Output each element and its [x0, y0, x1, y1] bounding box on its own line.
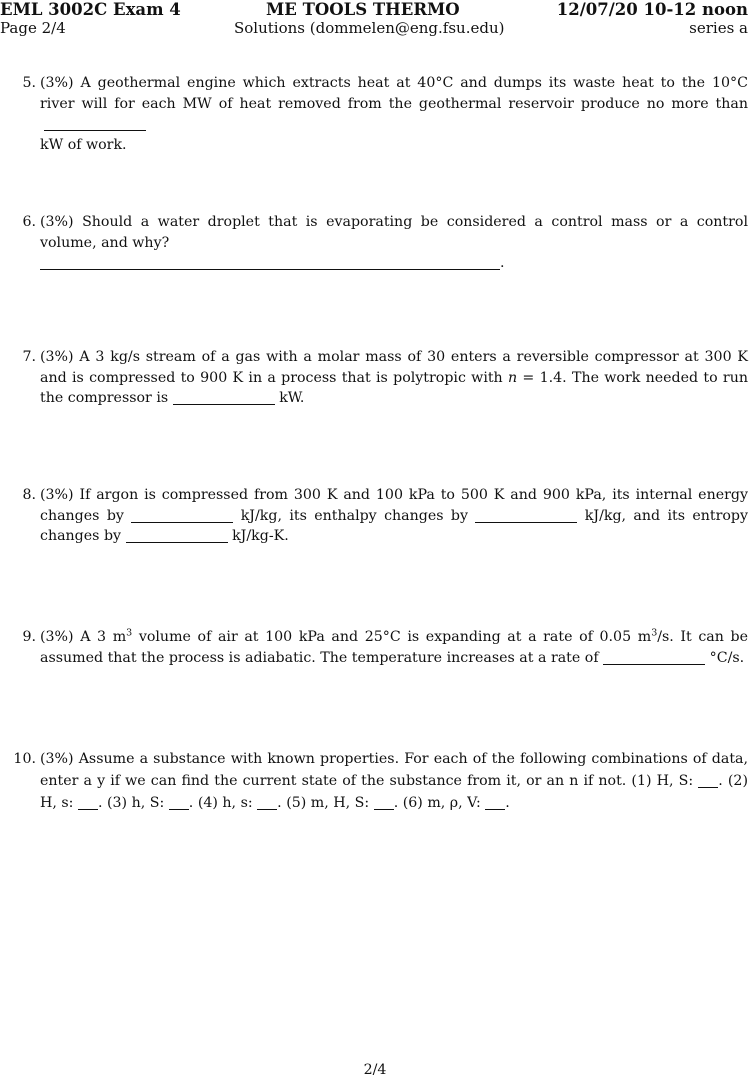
combo-blank[interactable]	[698, 773, 718, 788]
question-text: /s. It can be assumed that the process is adiabatic. The temperature increases at a rate of	[40, 629, 748, 666]
question-9	[22, 627, 748, 668]
superscript: 3	[651, 627, 658, 639]
unit-label: kJ/kg-K.	[232, 528, 289, 544]
superscript: 3	[126, 627, 133, 639]
subject-title: ME TOOLS THERMO	[266, 0, 460, 19]
question-number: 5.	[22, 75, 36, 91]
question-text: kJ/kg, and its entropy changes by	[40, 507, 749, 544]
entropy-blank[interactable]	[126, 528, 228, 543]
polytropic-variable: n	[508, 369, 518, 386]
question-number: 6.	[22, 214, 36, 230]
answer-blank[interactable]	[44, 116, 146, 131]
polytropic-value: = 1.4.	[517, 369, 567, 386]
question-10: 10. (3%) Assume a substance with known properties. For each of the following combinations of data, enter a y if we can find the current state of the substance from it, or an n if not. (1) H, S: . (2) H, s: . (3) h, S: . (4) h, s: . (5) m, H, S: . (6) m, ρ, V: .	[40, 748, 748, 814]
answer-blank[interactable]	[603, 649, 705, 664]
combo-blank[interactable]	[169, 795, 189, 810]
answer-blank[interactable]	[40, 255, 500, 270]
question-number: 8.	[22, 487, 36, 503]
question-5	[22, 73, 748, 155]
question-8	[22, 485, 749, 547]
answer-blank[interactable]	[173, 390, 275, 405]
question-text: (3%) A 3 m	[40, 629, 127, 645]
question-number: 9.	[22, 629, 36, 645]
question-text: (3%) A geothermal engine which extracts heat at 40°C and dumps its waste heat to the 10°C river will for each MW of heat removed from the geothermal reservoir produce no more than	[40, 75, 748, 112]
exam-date: 12/07/20 10-12 noon	[556, 0, 748, 19]
combo-item: (1) H, S:	[631, 773, 694, 789]
combo-item: (6) m, ρ, V:	[402, 795, 481, 811]
question-7	[22, 347, 748, 409]
page-label: Page 2/4	[0, 19, 66, 37]
unit-label: °C/s.	[709, 649, 745, 666]
question-text: (3%) A 3 kg/s stream of a gas with a molar mass of 30 enters a reversible compressor at 300 K and is compressed to 900 K in a process that is polytropic with	[40, 349, 748, 386]
question-text: kW of work.	[40, 136, 127, 153]
series-label: series a	[689, 19, 748, 37]
header-row-2	[0, 19, 750, 39]
combo-item: (2) H, s:	[40, 773, 748, 811]
question-text: (3%) Should a water droplet that is evaporating be considered a control mass or a control volume, and why?	[40, 214, 748, 251]
question-number: 7.	[22, 349, 36, 365]
question-6: 6. (3%) Should a water droplet that is evaporating be considered a control mass or a control volume, and why? .	[40, 212, 748, 274]
internal-energy-blank[interactable]	[131, 507, 233, 522]
combo-blank[interactable]	[78, 795, 98, 810]
question-text: volume of air at 100 kPa and 25°C is expanding at a rate of 0.05 m	[132, 629, 652, 645]
combo-item: (3) h, S:	[107, 795, 165, 811]
enthalpy-blank[interactable]	[475, 507, 577, 522]
header-row-1	[0, 0, 750, 20]
solutions-label: Solutions (dommelen@eng.fsu.edu)	[234, 19, 505, 37]
combo-item: (5) m, H, S:	[286, 795, 370, 811]
combo-blank[interactable]	[374, 795, 394, 810]
question-text: (3%) Assume a substance with known properties. For each of the following combinations of data, enter a y if we can find the current state of the substance from it, or an n if not.	[40, 751, 748, 789]
page-footer: 2/4	[363, 1062, 387, 1078]
combo-blank[interactable]	[485, 795, 505, 810]
combo-item: (4) h, s:	[197, 795, 253, 811]
question-text: The work needed to run the compressor is	[40, 369, 748, 406]
question-text: kJ/kg, its enthalpy changes by	[240, 507, 468, 524]
question-text: (3%) If argon is compressed from 300 K and 100 kPa to 500 K and 900 kPa, its internal energy changes by	[40, 487, 748, 524]
unit-label: kW.	[279, 390, 305, 406]
combo-blank[interactable]	[257, 795, 277, 810]
course-title: EML 3002C Exam 4	[0, 0, 181, 19]
question-number: 10.	[13, 751, 36, 767]
